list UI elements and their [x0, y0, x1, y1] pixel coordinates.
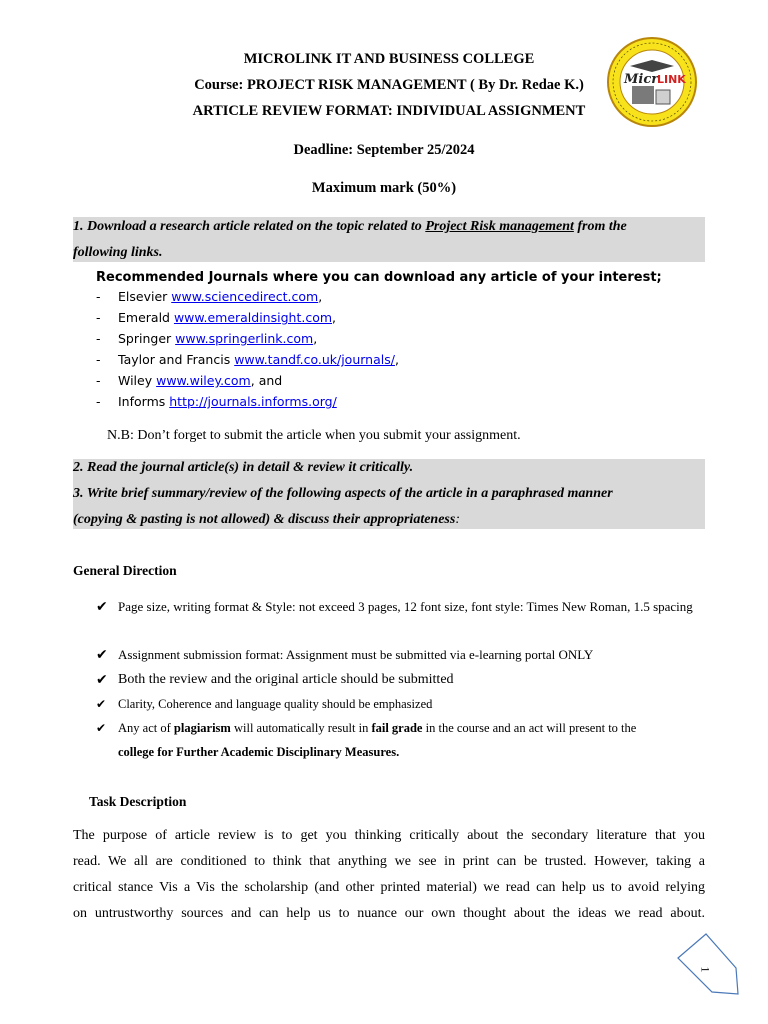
task-paragraph-line: critical stance Vis a Vis the scholarship (and other printed material) we read can help us to avoid relying: [73, 880, 705, 895]
general-direction-title: General Direction: [73, 563, 177, 578]
deadline: Deadline: September 25/2024: [293, 142, 475, 158]
direction-item: ✔ Clarity, Coherence and language quality should be emphasized: [96, 692, 706, 716]
step3-line1: 3. Write brief summary/review of the following aspects of the article in a paraphrased manner: [73, 486, 613, 501]
page-number-tag: [676, 932, 742, 998]
format-title: ARTICLE REVIEW FORMAT: INDIVIDUAL ASSIGNMENT: [192, 103, 586, 119]
journal-item: - Taylor and Francis www.tandf.co.uk/journals/,: [96, 352, 399, 367]
journal-link[interactable]: www.springerlink.com: [175, 331, 314, 346]
journal-link[interactable]: http://journals.informs.org/: [169, 394, 337, 409]
journal-item: - Informs http://journals.informs.org/: [96, 394, 337, 409]
checkmark-icon: ✔: [96, 697, 107, 711]
direction-item: ✔ Page size, writing format & Style: not exceed 3 pages, 12 font size, font style: Times New Roman, 1.5 spacing: [96, 595, 706, 619]
college-title: MICROLINK IT AND BUSINESS COLLEGE: [243, 51, 535, 67]
course-title: Course: PROJECT RISK MANAGEMENT ( By Dr. Redae K.): [194, 77, 584, 93]
journal-link[interactable]: www.wiley.com: [156, 373, 251, 388]
task-paragraph-line: on untrustworthy sources and can help us to nuance our own thought about the ideas we read about.: [73, 906, 705, 921]
step1-line2: following links.: [73, 245, 163, 260]
checkmark-icon: ✔: [96, 721, 107, 735]
journal-link[interactable]: www.tandf.co.uk/journals/: [234, 352, 395, 367]
page-number: 1: [698, 966, 713, 973]
step1-line1: 1. Download a research article related on the topic related to Project Risk management from the: [73, 219, 627, 234]
task-description-title: Task Description: [89, 794, 187, 809]
maximum-mark: Maximum mark (50%): [311, 180, 457, 196]
checkmark-icon: ✔: [96, 672, 108, 688]
step3-line2: (copying & pasting is not allowed) & discuss their appropriateness:: [73, 512, 460, 527]
journal-item: - Emerald www.emeraldinsight.com,: [96, 310, 337, 325]
journal-item: - Springer www.springerlink.com,: [96, 331, 318, 346]
checkmark-icon: ✔: [96, 599, 108, 615]
checkmark-icon: ✔: [96, 647, 108, 663]
logo-text-mic: Micr: [624, 72, 659, 87]
journal-link[interactable]: www.sciencedirect.com: [171, 289, 319, 304]
nb-note: N.B: Don’t forget to submit the article when you submit your assignment.: [107, 428, 521, 443]
recommended-heading: Recommended Journals where you can download any article of your interest;: [96, 270, 662, 285]
logo-text-link: LINK: [657, 73, 686, 86]
direction-item: ✔ Both the review and the original article should be submitted: [96, 668, 706, 692]
direction-item: ✔ Assignment submission format: Assignment must be submitted via e-learning portal ONLY: [96, 643, 706, 667]
college-logo: [606, 36, 698, 128]
step2: 2. Read the journal article(s) in detail & review it critically.: [73, 460, 414, 475]
journal-link[interactable]: www.emeraldinsight.com: [173, 310, 333, 325]
topic-underlined: Project Risk management: [425, 219, 574, 234]
journal-item: - Elsevier www.sciencedirect.com,: [96, 289, 323, 304]
journal-item: - Wiley www.wiley.com, and: [96, 373, 283, 388]
task-paragraph-line: read. We all are conditioned to think that anything we see in print can be trusted. However, taking a: [73, 854, 705, 869]
direction-item: ✔ Any act of plagiarism will automatically result in fail grade in the course and an act will present to the college for Further Academic Disciplinary Measures.: [96, 716, 706, 764]
task-paragraph-line: The purpose of article review is to get you thinking critically about the secondary literature that you: [73, 828, 705, 843]
